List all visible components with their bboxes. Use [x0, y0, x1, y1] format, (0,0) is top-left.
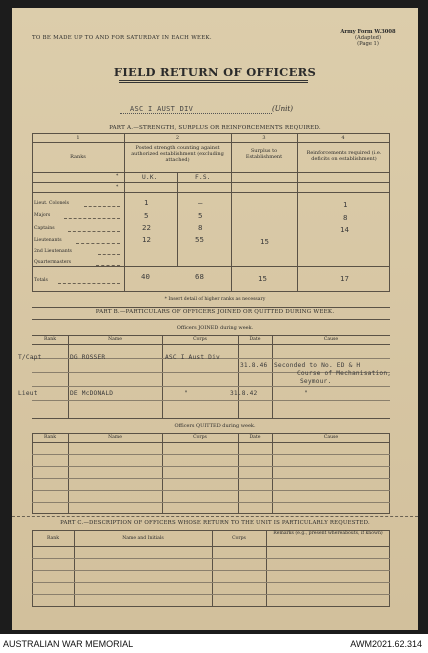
fs-value: —	[198, 198, 203, 207]
surplus-total: 15	[258, 274, 267, 283]
row-rule	[32, 454, 390, 455]
quitted-header-rule	[32, 442, 390, 443]
quitted-top-rule	[32, 433, 390, 434]
form-sheet	[12, 8, 418, 630]
surplus-value: 15	[260, 237, 269, 246]
uk-value: 22	[142, 223, 151, 232]
col-number-2: 2	[175, 135, 180, 141]
joined-top-rule	[32, 335, 390, 336]
col-date: Date	[249, 435, 261, 440]
quitted-title: Officers QUITTED during week.	[174, 423, 256, 429]
surplus-header: Surplus to Establishment	[245, 148, 283, 160]
joined-title: Officers JOINED during week.	[176, 325, 254, 331]
joined-cause-line-1: Seconded to No. ED & H	[274, 362, 361, 369]
part-a-subheader-rule-2	[32, 192, 390, 193]
col-name-initials: Name and Initials	[122, 536, 164, 541]
row-rule	[32, 386, 390, 387]
unit-label: (Unit)	[272, 105, 293, 113]
quitted-divider-4	[272, 433, 273, 513]
archive-name: AUSTRALIAN WAR MEMORIAL	[3, 639, 134, 649]
part-a-colnum-rule	[32, 142, 390, 143]
col-number-1: 1	[76, 135, 80, 141]
title-underline-second	[119, 82, 308, 83]
joined-name: DG ROSSER	[70, 354, 106, 361]
row-rule	[32, 490, 390, 491]
title-underline	[119, 80, 308, 81]
row-rule	[32, 478, 390, 479]
col-number-3: 3	[262, 135, 266, 141]
uk-total: 40	[141, 272, 150, 281]
leader-dots	[58, 283, 120, 284]
part-b-top-rule	[32, 307, 390, 308]
col-cause: Cause	[323, 435, 339, 440]
part-a-right-border	[389, 133, 390, 291]
col-rank: Rank	[43, 435, 57, 440]
uk-value: 12	[142, 235, 151, 244]
row-rule	[32, 400, 390, 401]
part-a-subheader-rule	[32, 182, 390, 183]
leader-dots	[76, 243, 120, 244]
col-name: Name	[108, 337, 122, 342]
reinf-value: 8	[343, 213, 348, 222]
quitted-divider-3	[238, 433, 239, 513]
row-rule	[32, 466, 390, 467]
page-title: FIELD RETURN OF OFFICERS	[113, 65, 317, 79]
part-a-top-rule	[32, 133, 390, 134]
col-corps: Corps	[193, 337, 207, 342]
part-c-heading: PART C.—DESCRIPTION OF OFFICERS WHOSE RETURN TO THE UNIT IS PARTICULARLY REQUESTED.	[60, 520, 370, 526]
header-instruction: TO BE MADE UP TO AND FOR SATURDAY IN EACH WEEK.	[32, 35, 212, 41]
joined-cause: "	[304, 390, 308, 397]
asterisk-marker-2: *	[116, 185, 119, 190]
part-a-uk-fs-divider	[177, 172, 178, 266]
joined-name: DE McDONALD	[70, 390, 114, 397]
row-rule	[32, 570, 390, 571]
col-rank: Rank	[46, 536, 60, 541]
part-a-divider-3	[297, 133, 298, 291]
part-c-separator	[12, 516, 418, 517]
joined-divider-2	[162, 335, 163, 418]
form-number: Army Form W.3008	[340, 29, 396, 35]
part-a-divider-1	[124, 133, 125, 291]
joined-divider-1	[68, 335, 69, 418]
uk-value: 5	[144, 211, 149, 220]
joined-header-rule	[32, 344, 390, 345]
row-rule	[32, 594, 390, 595]
archive-reference: AWM2021.62.314	[350, 639, 422, 649]
rank-label: Quartermasters	[34, 260, 71, 265]
form-adapted: (Adapted)	[354, 35, 381, 42]
fs-total: 68	[195, 272, 204, 281]
col-number-4: 4	[341, 135, 345, 141]
joined-rank: T/Capt	[18, 354, 42, 361]
rank-label: Majors	[34, 213, 51, 218]
leader-dots	[98, 254, 120, 255]
col-remarks: Remarks (e.g., present whereabouts, if known)	[273, 531, 383, 536]
fs-value: 5	[198, 211, 203, 220]
part-a-footnote: * Insert detail of higher ranks as necessary	[164, 297, 266, 302]
fs-value: 8	[198, 223, 203, 232]
unit-value: ASC I AUST DIV	[130, 105, 194, 113]
posted-header: Posted strength counting against authorized establishment (excluding attached)	[131, 145, 224, 163]
quitted-divider-2	[162, 433, 163, 513]
part-c-bottom-rule	[32, 606, 390, 607]
quitted-divider-1	[68, 433, 69, 513]
leader-dots	[84, 206, 120, 207]
part-a-totals-rule	[32, 266, 390, 267]
leader-dots	[96, 265, 120, 266]
asterisk-marker: *	[116, 174, 119, 179]
quitted-right-border	[389, 433, 390, 513]
part-a-bottom-rule	[32, 291, 390, 292]
form-number-block	[328, 29, 408, 48]
col-corps: Corps	[232, 536, 246, 541]
uk-subheader: U.K.	[142, 174, 158, 181]
part-b-heading: PART B.—PARTICULARS OF OFFICERS JOINED OR QUITTED DURING WEEK.	[95, 309, 335, 315]
joined-corps: ASC I Aust Div	[165, 354, 220, 361]
ranks-header: Ranks	[70, 154, 86, 160]
rank-label: 2nd Lieutenants	[34, 249, 72, 254]
form-page: (Page 1)	[357, 41, 379, 48]
rank-label: Captains	[34, 226, 55, 231]
rank-label: Lieut. Colonels	[34, 201, 69, 206]
col-corps: Corps	[193, 435, 207, 440]
col-cause: Cause	[323, 337, 339, 342]
quitted-left-border	[32, 433, 33, 513]
quitted-bottom-rule	[32, 513, 390, 514]
joined-bottom-rule	[32, 418, 390, 419]
col-rank: Rank	[43, 337, 57, 342]
fs-subheader: F.S.	[195, 174, 211, 181]
joined-divider-4	[272, 335, 273, 418]
joined-date: 31.8.42	[230, 390, 258, 397]
joined-cause-line-3: Seymour.	[300, 378, 332, 385]
joined-divider-3	[238, 335, 239, 418]
part-b-heading-rule	[32, 319, 390, 320]
row-rule	[32, 558, 390, 559]
totals-label: Totals	[34, 278, 48, 283]
part-a-divider-2	[231, 133, 232, 291]
unit-dotted-line	[120, 113, 272, 114]
joined-date: 31.8.46	[240, 362, 268, 369]
uk-value: 1	[144, 198, 149, 207]
joined-rank: Lieut	[18, 390, 38, 397]
row-rule	[32, 502, 390, 503]
row-rule	[32, 582, 390, 583]
reinf-total: 17	[340, 274, 349, 283]
leader-dots	[68, 231, 120, 232]
reinf-value: 1	[343, 200, 348, 209]
joined-cause-line-2: Course of Mechanisation,	[297, 370, 392, 377]
col-name: Name	[108, 435, 122, 440]
reinforcements-header: Reinforcements required (i.e. deficits on establishment)	[306, 150, 382, 162]
reinf-value: 14	[340, 225, 349, 234]
joined-corps: "	[184, 390, 188, 397]
part-a-header-rule	[32, 172, 390, 173]
part-c-header-rule	[32, 546, 390, 547]
part-a-heading: PART A.—STRENGTH, SURPLUS OR REINFORCEMENTS REQUIRED.	[109, 125, 321, 131]
leader-dots	[64, 218, 120, 219]
col-date: Date	[249, 337, 261, 342]
rank-label: Lieutenants	[34, 238, 62, 243]
fs-value: 55	[195, 235, 204, 244]
